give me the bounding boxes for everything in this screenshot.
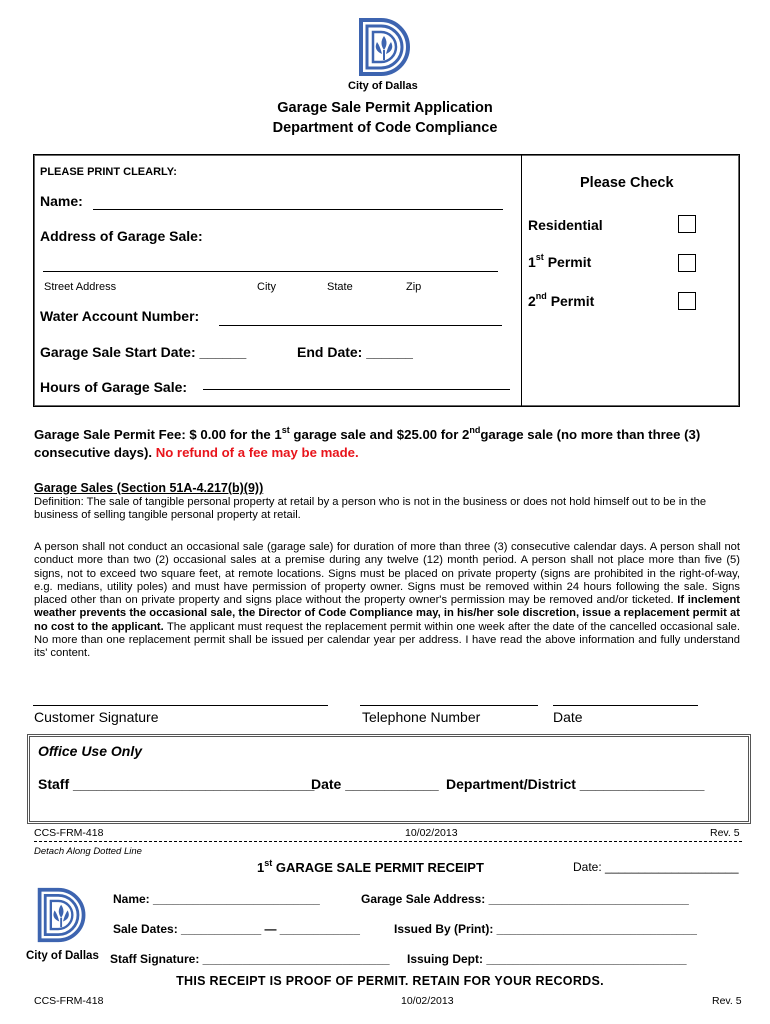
- org-name: City of Dallas: [348, 80, 418, 92]
- first-permit-checkbox[interactable]: [678, 254, 696, 272]
- hours-field[interactable]: [203, 389, 510, 390]
- receipt-issuing-dept-field[interactable]: Issuing Dept: ______________________________: [407, 952, 687, 966]
- first-permit-label: [528, 254, 591, 270]
- second-permit-sup: nd: [535, 291, 547, 301]
- customer-signature-line[interactable]: [33, 705, 328, 706]
- telephone-label: Telephone Number: [362, 709, 481, 725]
- receipt-sale-dates-field[interactable]: Sale Dates: ____________ — ____________: [113, 922, 360, 936]
- second-permit-num: 2: [528, 293, 536, 309]
- receipt-title-num: 1: [257, 860, 265, 875]
- form-date: 10/02/2013: [405, 827, 458, 839]
- receipt-name-field[interactable]: Name: _________________________: [113, 892, 320, 906]
- date-label: Date: [553, 709, 583, 725]
- fee-sup2: nd: [469, 425, 481, 435]
- address-field[interactable]: [43, 271, 498, 272]
- receipt-org-name: City of Dallas: [26, 950, 99, 962]
- second-permit-text: Permit: [550, 293, 595, 309]
- end-date-label[interactable]: End Date: ______: [297, 344, 413, 360]
- print-clearly-label: PLEASE PRINT CLEARLY:: [40, 166, 177, 178]
- footer-rev: Rev. 5: [712, 995, 742, 1007]
- telephone-line[interactable]: [360, 705, 538, 706]
- please-check-title: Please Check: [580, 175, 674, 191]
- fee-sup1: st: [281, 425, 290, 435]
- customer-signature-label: Customer Signature: [34, 709, 159, 725]
- first-permit-num: 1: [528, 254, 536, 270]
- office-staff-field[interactable]: Staff _______________________________: [38, 776, 315, 792]
- department-title: Department of Code Compliance: [272, 120, 498, 136]
- second-permit-checkbox[interactable]: [678, 292, 696, 310]
- form-title: Garage Sale Permit Application: [277, 100, 493, 116]
- application-box: [33, 154, 740, 407]
- form-number: CCS-FRM-418: [34, 827, 104, 839]
- receipt-proof-note: THIS RECEIPT IS PROOF OF PERMIT. RETAIN FOR YOUR RECORDS.: [176, 974, 604, 988]
- receipt-city-logo: [34, 886, 92, 944]
- first-permit-sup: st: [535, 252, 544, 262]
- name-field[interactable]: [93, 209, 503, 210]
- no-refund-note: No refund of a fee may be made.: [155, 445, 359, 460]
- city-label: City: [257, 281, 276, 293]
- state-label: State: [327, 281, 353, 293]
- fee-consecutive: consecutive days).: [34, 445, 153, 460]
- first-permit-text: Permit: [547, 254, 592, 270]
- fee-line-1: [34, 427, 700, 442]
- footer-form-number: CCS-FRM-418: [34, 995, 104, 1007]
- office-date-field[interactable]: Date ____________: [311, 776, 439, 792]
- address-label: Address of Garage Sale:: [40, 228, 203, 244]
- fee-part1: Garage Sale Permit Fee: $ 0.00 for the 1: [34, 427, 282, 442]
- street-address-label: Street Address: [44, 281, 117, 293]
- office-dept-field[interactable]: Department/District ________________: [446, 776, 705, 792]
- receipt-issued-by-field[interactable]: Issued By (Print): ______________________________: [394, 922, 697, 936]
- garage-sales-heading: Garage Sales (Section 51A-4.217(b)(9)): [34, 481, 264, 495]
- rules-start: A person shall not conduct an occasional sale (garage sale) for duration of more than three (3) consecutive calendar days. A person shall not conduct more than two (2) occasional sales at a premise during any twelve (12) month period. A person shall not place more than five (5) signs, not to exceed two square feet, at remote locations. Signs must be placed on private property (signs are prohibited in the right-of-way, e.g. medians, utility poles) and must have permission of property owner. Signs must be removed within 24 hours following the sale. Signs placed other than on private property and signs place without the property owner's permission may be removed and/or ticketed.: [34, 541, 740, 607]
- box-divider: [521, 155, 522, 406]
- receipt-date-field[interactable]: Date: ____________________: [573, 860, 739, 874]
- start-date-label[interactable]: Garage Sale Start Date: ______: [40, 344, 247, 360]
- receipt-title-rest: GARAGE SALE PERMIT RECEIPT: [272, 860, 484, 875]
- receipt-staff-signature-field[interactable]: Staff Signature: ____________________________: [110, 952, 390, 966]
- form-rev: Rev. 5: [710, 827, 740, 839]
- detach-dotted-line: [34, 841, 742, 842]
- fee-line-2: [34, 445, 359, 460]
- receipt-title: [257, 860, 484, 875]
- city-of-dallas-logo: [355, 16, 417, 78]
- fee-part2: garage sale and $25.00 for 2: [289, 427, 470, 442]
- second-permit-label: [528, 293, 594, 309]
- rules-end: The applicant must request the replacement permit within one week after the date of the cancelled occasional sale. No more than one replacement permit shall be issued per calendar year per address. I have read the above information and fully understand its' content.: [34, 620, 741, 660]
- fee-part3: garage sale (no more than three (3): [480, 427, 701, 442]
- water-account-field[interactable]: [219, 325, 502, 326]
- rules-bold: If inclement weather prevents the occasional sale, the Director of Code Compliance may, in his/her sole discretion, issue a replacement permit at no cost to the applicant.: [34, 594, 741, 633]
- detach-label: Detach Along Dotted Line: [34, 846, 142, 857]
- residential-checkbox[interactable]: [678, 215, 696, 233]
- name-label: Name:: [40, 193, 83, 209]
- office-use-title: Office Use Only: [38, 743, 143, 759]
- definition-text: Definition: The sale of tangible personal property at retail by a person who is not in the business or does not hold himself out to be in the business of selling tangible personal property at retail.: [34, 496, 707, 522]
- footer-date: 10/02/2013: [401, 995, 454, 1007]
- zip-label: Zip: [406, 281, 422, 293]
- water-account-label: Water Account Number:: [40, 308, 200, 324]
- residential-label: Residential: [528, 217, 603, 233]
- receipt-address-field[interactable]: Garage Sale Address: ______________________________: [361, 892, 689, 906]
- rules-text: [34, 541, 740, 661]
- hours-label: Hours of Garage Sale:: [40, 379, 188, 395]
- receipt-title-sup: st: [264, 858, 273, 868]
- date-line[interactable]: [553, 705, 698, 706]
